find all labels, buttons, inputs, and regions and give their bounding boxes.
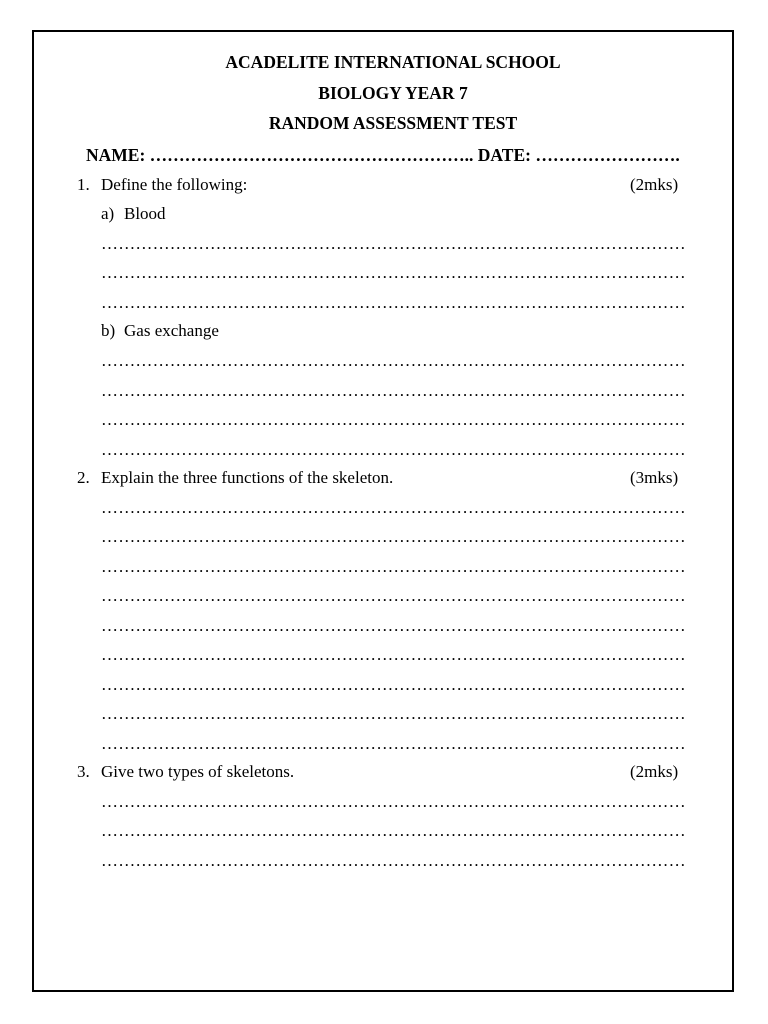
- school-name: ACADELITE INTERNATIONAL SCHOOL: [225, 52, 561, 72]
- answer-line[interactable]: …………………………………………………………………………………………: [101, 675, 686, 694]
- answer-line[interactable]: …………………………………………………………………………………………: [101, 263, 686, 282]
- question-text: Explain the three functions of the skeleton.: [101, 468, 394, 487]
- question-number: 1.: [77, 175, 90, 194]
- subject-title: BIOLOGY YEAR 7: [318, 83, 468, 103]
- answer-line[interactable]: …………………………………………………………………………………………: [101, 557, 686, 576]
- question-text: Define the following:: [101, 175, 248, 194]
- answer-line[interactable]: …………………………………………………………………………………………: [101, 704, 686, 723]
- question-1a: [101, 203, 166, 225]
- part-text: Blood: [124, 204, 166, 223]
- question-2: [77, 467, 393, 489]
- question-text: Give two types of skeletons.: [101, 762, 295, 781]
- answer-line[interactable]: …………………………………………………………………………………………: [101, 586, 686, 605]
- answer-line[interactable]: …………………………………………………………………………………………: [101, 351, 686, 370]
- answer-line[interactable]: …………………………………………………………………………………………: [101, 616, 686, 635]
- question-1b: [101, 320, 219, 342]
- question-2-marks: (3mks): [630, 468, 679, 487]
- answer-line[interactable]: …………………………………………………………………………………………: [101, 645, 686, 664]
- answer-line[interactable]: …………………………………………………………………………………………: [101, 498, 686, 517]
- answer-line[interactable]: …………………………………………………………………………………………: [101, 821, 686, 840]
- answer-line[interactable]: …………………………………………………………………………………………: [101, 381, 686, 400]
- question-3-marks: (2mks): [630, 762, 679, 781]
- answer-line[interactable]: …………………………………………………………………………………………: [101, 792, 686, 811]
- name-date-line[interactable]: NAME: ……………………………………………….. DATE: …………………….: [86, 145, 680, 165]
- question-number: 3.: [77, 762, 90, 781]
- answer-line[interactable]: …………………………………………………………………………………………: [101, 851, 686, 870]
- question-1-marks: (2mks): [630, 175, 679, 194]
- answer-line[interactable]: …………………………………………………………………………………………: [101, 293, 686, 312]
- part-letter: a): [101, 204, 115, 223]
- question-1: [77, 174, 247, 196]
- answer-line[interactable]: …………………………………………………………………………………………: [101, 527, 686, 546]
- test-title: RANDOM ASSESSMENT TEST: [268, 113, 518, 133]
- question-number: 2.: [77, 468, 90, 487]
- part-letter: b): [101, 321, 116, 340]
- answer-line[interactable]: …………………………………………………………………………………………: [101, 234, 686, 253]
- answer-line[interactable]: …………………………………………………………………………………………: [101, 734, 686, 753]
- question-3: [77, 761, 294, 783]
- answer-line[interactable]: …………………………………………………………………………………………: [101, 440, 686, 459]
- part-text: Gas exchange: [124, 321, 219, 340]
- answer-line[interactable]: …………………………………………………………………………………………: [101, 410, 686, 429]
